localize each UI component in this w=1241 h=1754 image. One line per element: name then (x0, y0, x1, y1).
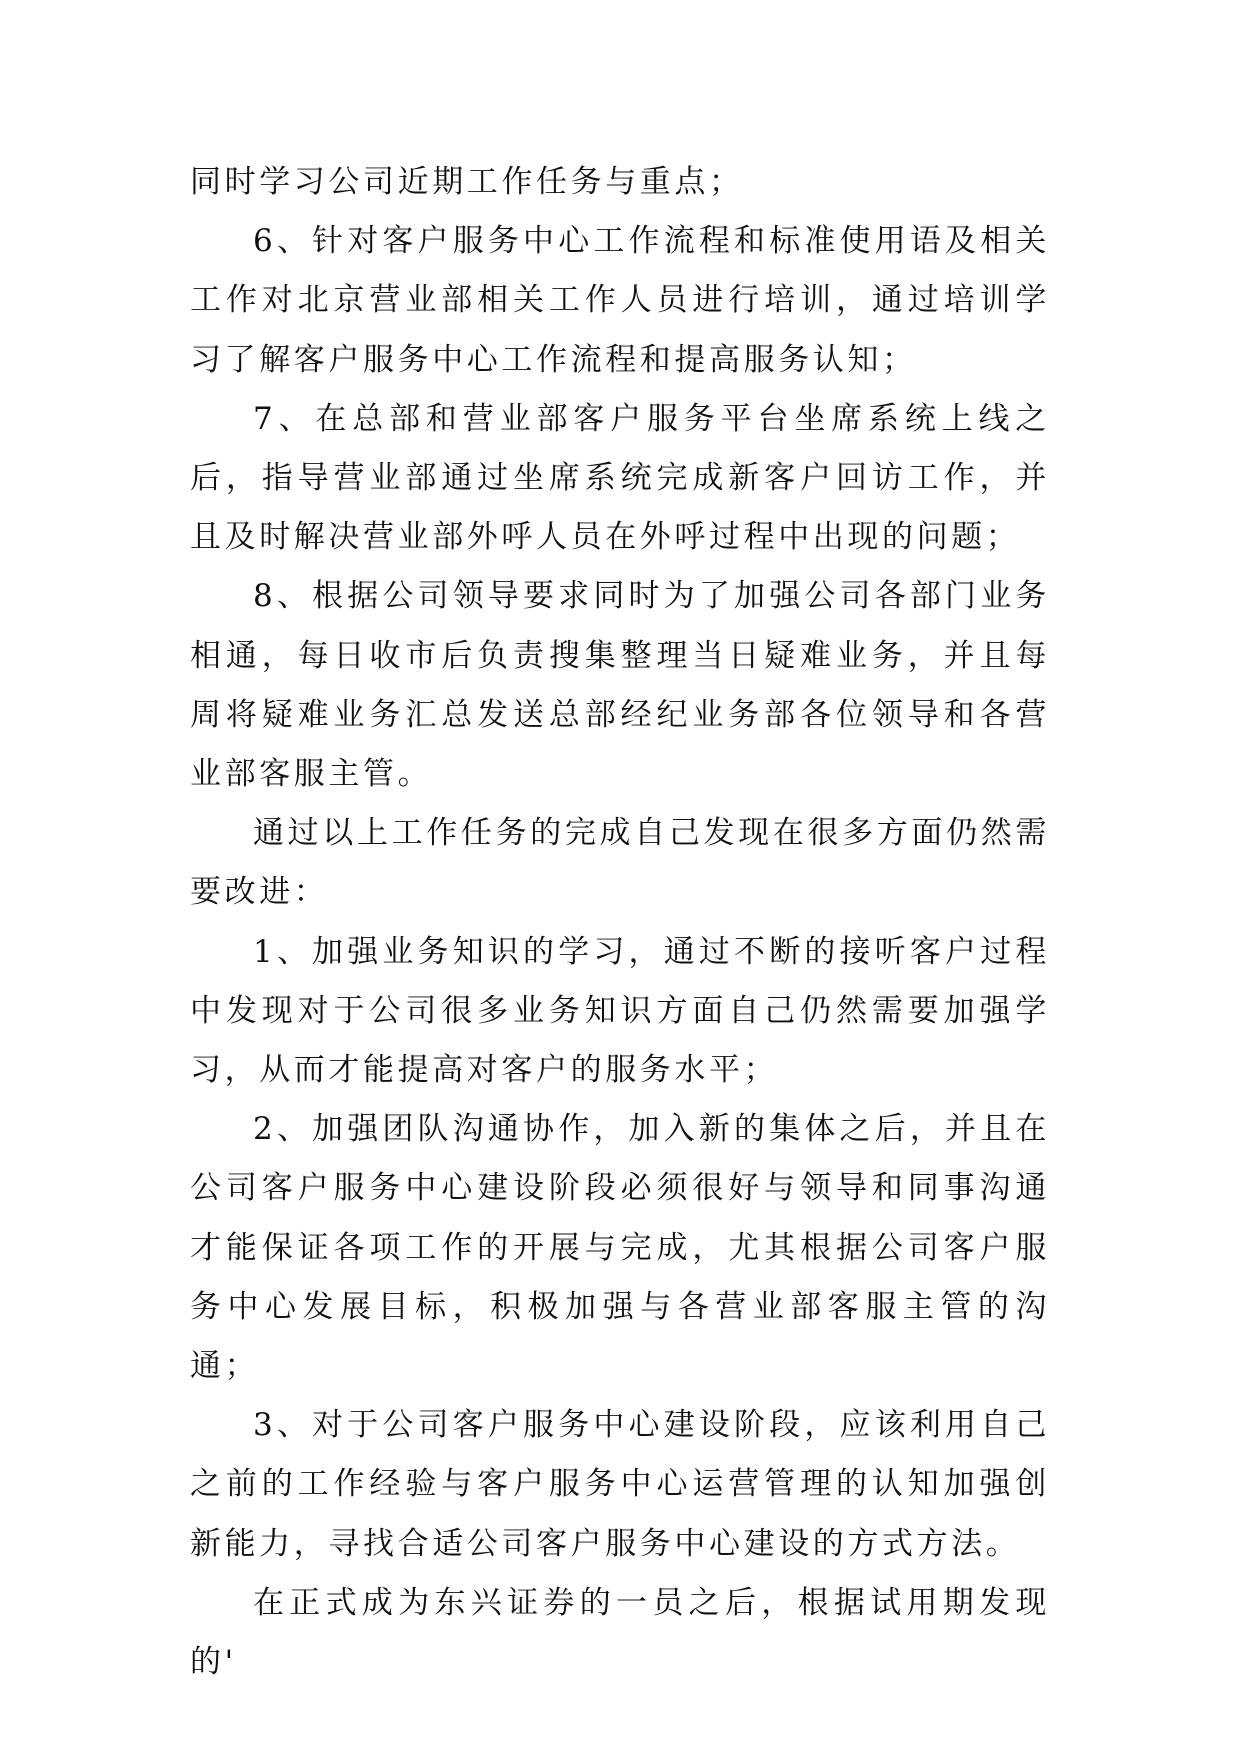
paragraph: 3、对于公司客户服务中心建设阶段，应该利用自己之前的工作经验与客户服务中心运营管理的认知加强创新能力，寻找合适公司客户服务中心建设的方式方法。 (190, 1407, 1050, 1562)
paragraph: 在正式成为东兴证券的一员之后，根据试用期发现的' (190, 1584, 1050, 1681)
document-body (190, 153, 1050, 1692)
paragraph: 1、加强业务知识的学习，通过不断的接听客户过程中发现对于公司很多业务知识方面自己仍然需要加强学习，从而才能提高对客户的服务水平； (190, 933, 1050, 1089)
paragraph: 8、根据公司领导要求同时为了加强公司各部门业务相通，每日收市后负责搜集整理当日疑难业务，并且每周将疑难业务汇总发送总部经纪业务部各位领导和各营业部客服主管。 (190, 578, 1050, 793)
paragraph: 同时学习公司近期工作任务与重点； (190, 164, 744, 200)
paragraph: 7、在总部和营业部客户服务平台坐席系统上线之后，指导营业部通过坐席系统完成新客户回访工作，并且及时解决营业部外呼人员在外呼过程中出现的问题； (190, 400, 1050, 556)
paragraph: 2、加强团队沟通协作，加入新的集体之后，并且在公司客户服务中心建设阶段必须很好与领导和同事沟通才能保证各项工作的开展与完成，尤其根据公司客户服务中心发展目标，积极加强与各营业部客服主管的沟通； (190, 1111, 1050, 1385)
paragraph: 通过以上工作任务的完成自己发现在很多方面仍然需要改进： (190, 815, 1050, 911)
paragraph: 6、针对客户服务中心工作流程和标准使用语及相关工作对北京营业部相关工作人员进行培训，通过培训学习了解客户服务中心工作流程和提高服务认知； (190, 223, 1050, 378)
